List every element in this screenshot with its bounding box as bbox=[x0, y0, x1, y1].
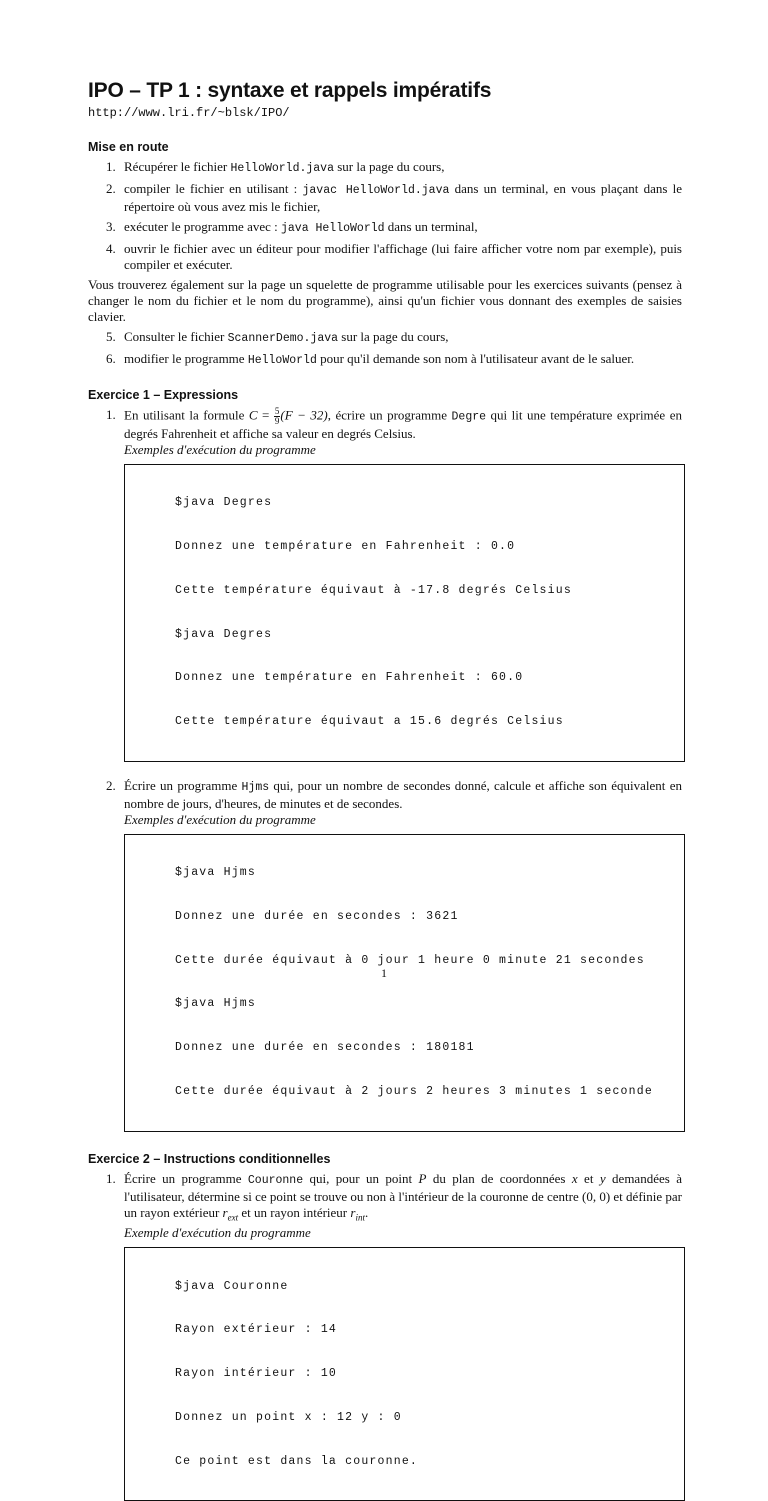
page-number: 1 bbox=[381, 966, 387, 980]
code-example-box bbox=[124, 464, 685, 762]
example-caption: Exemples d'exécution du programme bbox=[124, 442, 316, 457]
exercise-question: 1. En utilisant la formule C = $\frac{5}{9}$ (F − 32), écrire un programme Degre qui lit une température exprimée en degrés Fahrenheit et affiche sa valeur en degrés Celsius. Exemples d'exécution du programme $java Degres Donnez une température en Fahrenheit : 0.0 Cette température équivaut à -17.8 degrés Celsius $java Degres Donnez une température en Fahrenheit : 60.0 Cette température équivaut a 15.6 degrés Celsius bbox=[88, 407, 682, 762]
course-url: http://www.lri.fr/~blsk/IPO/ bbox=[88, 106, 290, 120]
list-item: 1. Récupérer le fichier HelloWorld.java sur la page du cours, bbox=[106, 159, 445, 175]
list-item: 2. compiler le fichier en utilisant : javac HelloWorld.java dans un terminal, en vous plaçant dans le répertoire où vous avez mis le fichier, bbox=[106, 181, 682, 214]
code-line: $java Degres bbox=[175, 496, 273, 510]
list-item: 4. ouvrir le fichier avec un éditeur pour modifier l'affichage (lui faire afficher votre nom par exemple), puis compiler et exécuter. bbox=[106, 241, 682, 272]
code-line: Cette durée équivaut à 0 jour 1 heure 0 minute 21 secondes bbox=[175, 953, 645, 967]
code-example-box bbox=[124, 1247, 685, 1501]
code-line: Donnez une durée en secondes : 3621 bbox=[175, 909, 459, 923]
fraction: $\frac{5}{9}$ bbox=[274, 406, 280, 426]
formula-variable: C bbox=[248, 407, 258, 423]
list-item: 6. modifier le programme HelloWorld pour qu'il demande son nom à l'utilisateur avant de le saluer. bbox=[106, 351, 635, 367]
exercice-1-list bbox=[88, 407, 682, 1132]
exercice-2-list bbox=[88, 1171, 682, 1501]
list-item: 3. exécuter le programme avec : java HelloWorld dans un terminal, bbox=[106, 219, 478, 235]
code-line: Cette température équivaut à -17.8 degrés Celsius bbox=[175, 583, 572, 597]
example-caption: Exemple d'exécution du programme bbox=[124, 1225, 311, 1241]
section-heading-exercice-1: Exercice 1 – Expressions bbox=[88, 388, 239, 402]
exercise-question: 2. Écrire un programme Hjms qui, pour un nombre de secondes donné, calcule et affiche son équivalent en nombre de jours, d'heures, de minutes et de secondes. Exemples d'exécution du programme $java Hjms Donnez une durée en secondes : 3621 Cette durée équivaut à 0 jour 1 heure 0 minute 21 secondes $java Hjms Donnez une durée en secondes : 180181 Cette durée équivaut à 2 jours 2 heures 3 minutes 1 seconde bbox=[88, 778, 682, 1132]
code-line: Donnez une température en Fahrenheit : 60.0 bbox=[175, 671, 524, 685]
code-example-box bbox=[124, 834, 685, 1132]
code-line: $java Degres bbox=[175, 627, 273, 641]
code-line: Donnez une température en Fahrenheit : 0.0 bbox=[175, 539, 516, 553]
code-line: Donnez une durée en secondes : 180181 bbox=[175, 1041, 475, 1055]
code-line: $java Couronne bbox=[175, 1279, 289, 1293]
page-title: IPO – TP 1 : syntaxe et rappels impératifs bbox=[88, 79, 492, 102]
exercise-question: 1. Écrire un programme Couronne qui, pour un point P du plan de coordonnées x et y demandées à l'utilisateur, détermine si ce point se trouve ou non à l'intérieur de la couronne de centre (0, 0) et définie par un rayon extérieur $r_{ext}$ et un rayon intérieur $r_{int}$. Exemple d'exécution du programme $java Couronne Rayon extérieur : 14 Rayon intérieur : 10 Donnez un point x : 12 y : 0 Ce point est dans la couronne. bbox=[88, 1171, 682, 1501]
list-item: 5. Consulter le fichier ScannerDemo.java sur la page du cours, bbox=[106, 329, 449, 345]
code-line: $java Hjms bbox=[175, 866, 257, 880]
code-line: $java Hjms bbox=[175, 997, 257, 1011]
code-line: Cette durée équivaut à 2 jours 2 heures 3 minutes 1 seconde bbox=[175, 1084, 653, 1098]
code-line: Donnez un point x : 12 y : 0 bbox=[175, 1410, 402, 1424]
code-line: Rayon intérieur : 10 bbox=[175, 1367, 338, 1381]
section-heading-exercice-2: Exercice 2 – Instructions conditionnelles bbox=[88, 1151, 331, 1166]
code-line: Cette température équivaut a 15.6 degrés Celsius bbox=[175, 715, 564, 729]
code-line: Ce point est dans la couronne. bbox=[175, 1454, 419, 1468]
section-heading-mise-en-route: Mise en route bbox=[88, 140, 169, 154]
document-page bbox=[88, 78, 682, 1501]
code-line: Rayon extérieur : 14 bbox=[175, 1323, 338, 1337]
example-caption: Exemples d'exécution du programme bbox=[124, 811, 316, 827]
mise-en-route-list-continued bbox=[88, 329, 682, 369]
intro-paragraph: Vous trouverez également sur la page un squelette de programme utilisable pour les exercices suivants (pensez à changer le nom du fichier et le nom du programme), ainsi qu'un fichier vous donnant des exemples de saisies clavier. bbox=[88, 277, 682, 324]
mise-en-route-list bbox=[88, 159, 682, 273]
